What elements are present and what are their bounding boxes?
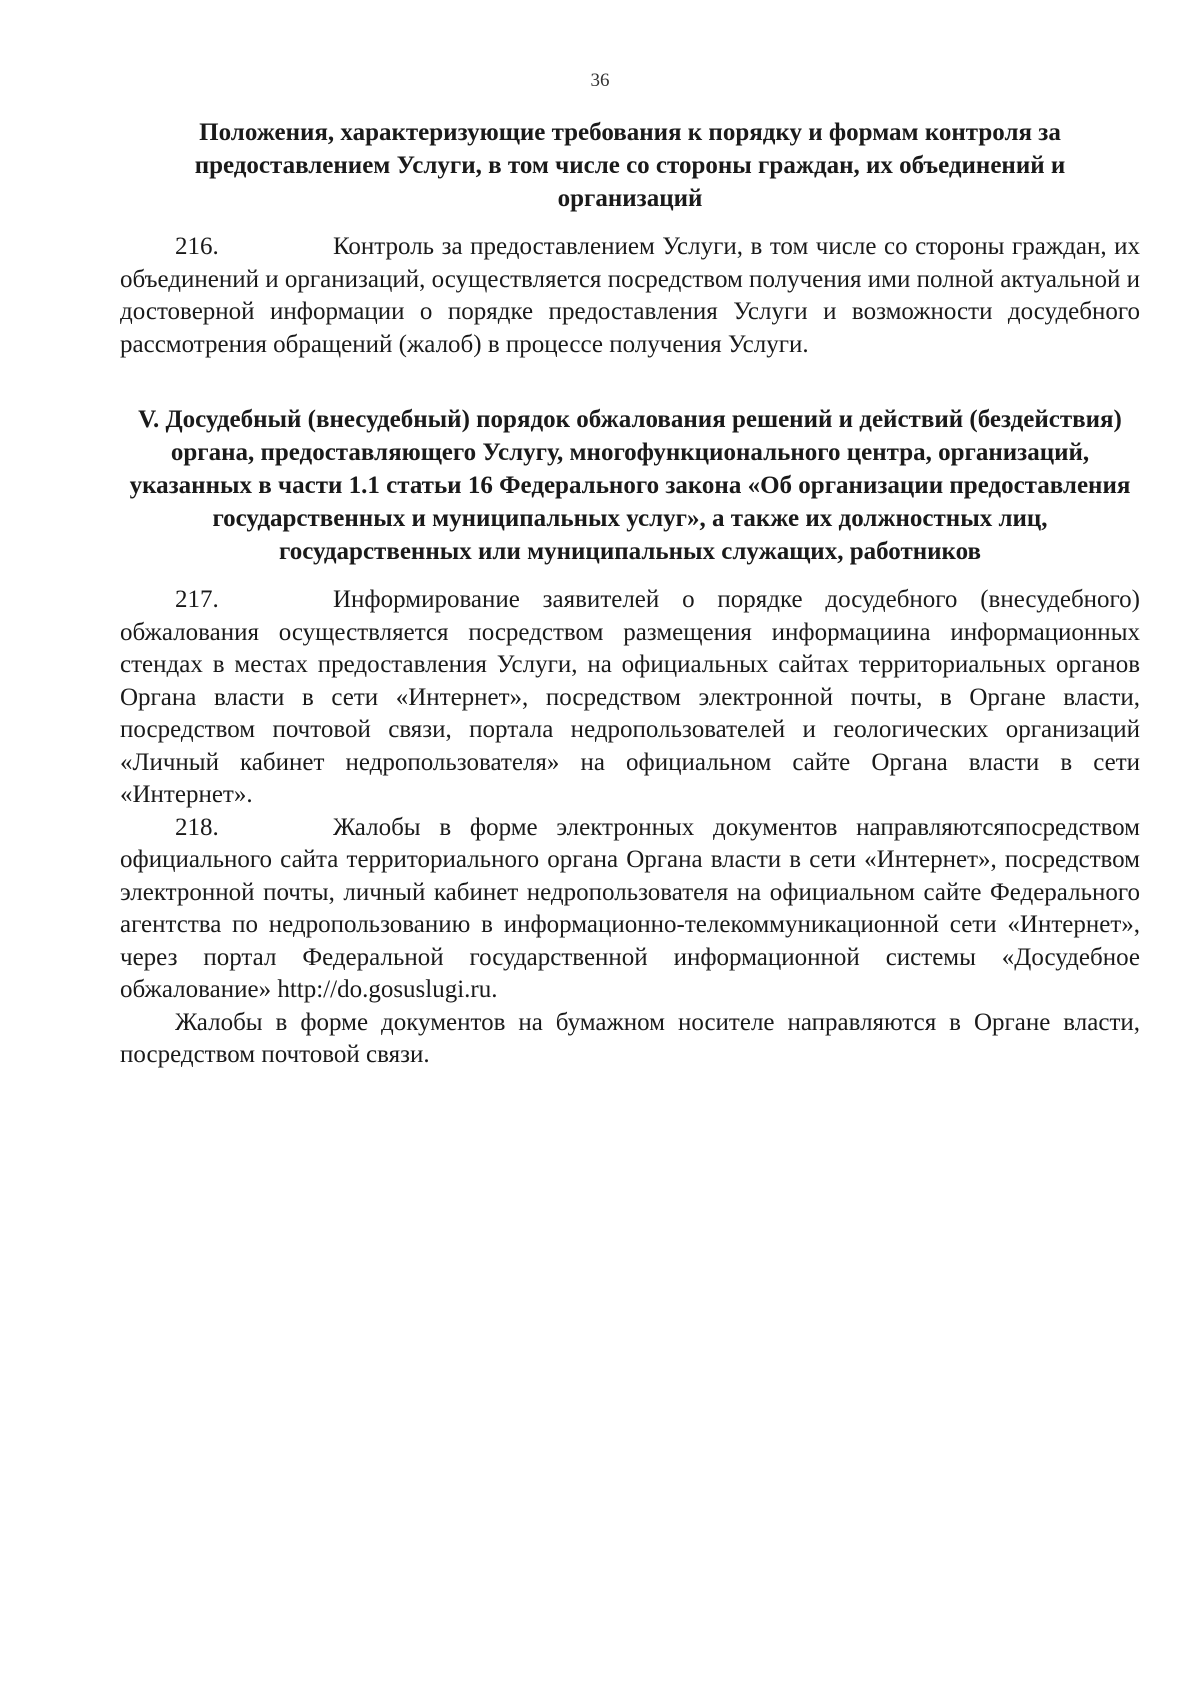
paragraph-number: 217. — [175, 586, 219, 613]
paragraph-text: Информирование заявителей о порядке досудебного (внесудебного) обжалования осуществляется посредством размещения информациина информационных стендах в местах предоставления Услуги, на официальных сайтах территориальных органов Органа власти в сети «Интернет», посредством электронной почты, в Органе власти, посредством почтовой связи, портала недропользователей и геологических организаций «Личный кабинет недропользователя» на официальном сайте Органа власти в сети «Интернет». — [120, 586, 1140, 808]
paragraph-text: Контроль за предоставлением Услуги, в том числе со стороны граждан, их объединений и организаций, осуществляется посредством получения ими полной актуальной и достоверной информации о порядке предоставления Услуги и возможности досудебного рассмотрения обращений (жалоб) в процессе получения Услуги. — [120, 233, 1140, 358]
section-heading-v: V. Досудебный (внесудебный) порядок обжалования решений и действий (бездействия) органа, предоставляющего Услугу, многофункционального центра, организаций, указанных в части 1.1 статьи 16 Федерального закона «Об организации предоставления государственных и муниципальных услуг», а также их должностных лиц, государственных или муниципальных служащих, работников — [129, 406, 1131, 565]
document-body — [120, 116, 1140, 1072]
paragraph-closing: Жалобы в форме документов на бумажном носителе направляются в Органе власти, посредством почтовой связи. — [120, 1008, 1140, 1068]
paragraph-218 — [120, 812, 1140, 1007]
paragraph-217 — [120, 584, 1140, 812]
page-number: 36 — [590, 70, 610, 91]
page-blank-area — [0, 1220, 1200, 1700]
paragraph-text: Жалобы в форме электронных документов направляютсяпосредством официального сайта территориального органа Органа власти в сети «Интернет», посредством электронной почты, личный кабинет недропользователя на официальном сайте Федерального агентства по недропользованию в информационно-телекоммуникационной сети «Интернет», через портал Федеральной государственной информационной системы «Досудебное обжалование» http://do.gosuslugi.ru. — [120, 813, 1140, 1003]
paragraph-number: 218. — [175, 813, 219, 841]
paragraph-216 — [120, 231, 1140, 361]
paragraph-number: 216. — [175, 233, 219, 260]
section-heading-control: Положения, характеризующие требования к порядку и формам контроля за предоставлением Услуги, в том числе со стороны граждан, их объединений и организаций — [194, 119, 1066, 212]
